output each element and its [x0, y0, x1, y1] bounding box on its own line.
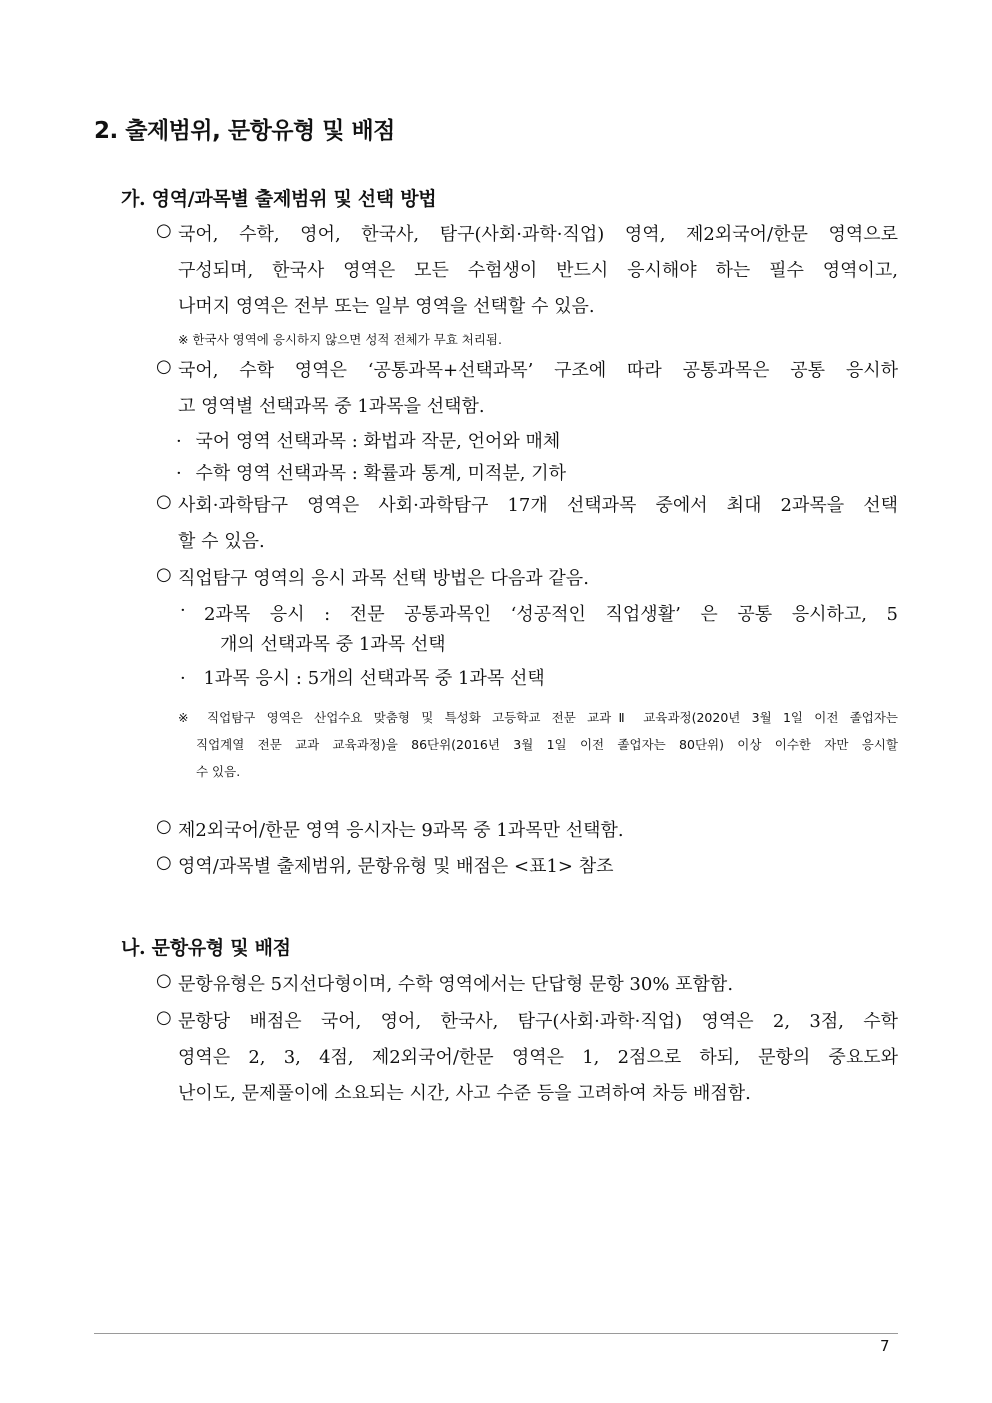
footer-divider — [94, 1333, 898, 1334]
bullet-line: 국어, 수학, 영어, 한국사, 탐구(사회·과학·직업) 영역, 제2외국어/한문 영역으로 — [178, 224, 898, 245]
list-item-one-subject — [180, 664, 545, 690]
bullet-scoring — [156, 1007, 898, 1107]
list-item-two-subjects — [180, 600, 898, 664]
page-number: 7 — [880, 1337, 890, 1355]
circle-bullet-icon: ○ — [156, 816, 172, 837]
dot-bullet-icon: · — [180, 668, 186, 689]
bullet-line: 사회·과학탐구 영역은 사회·과학탐구 17개 선택과목 중에서 최대 2과목을 선택 — [178, 495, 898, 516]
dot-bullet-icon: · — [176, 463, 182, 484]
bullet-line: 문항당 배점은 국어, 영어, 한국사, 탐구(사회·과학·직업) 영역은 2, 3점, 수학 — [178, 1011, 898, 1032]
list-item-text: 개의 선택과목 중 1과목 선택 — [220, 634, 446, 655]
circle-bullet-icon: ○ — [156, 491, 172, 512]
bullet-common-elective — [156, 356, 898, 420]
circle-bullet-icon: ○ — [156, 852, 172, 873]
bullet-line: 문항유형은 5지선다형이며, 수학 영역에서는 단답형 문항 30% 포함함. — [178, 974, 734, 995]
list-item-text: 국어 영역 선택과목 : 화법과 작문, 언어와 매체 — [195, 431, 561, 452]
circle-bullet-icon: ○ — [156, 220, 172, 241]
bullet-exam-areas — [156, 220, 898, 320]
subsection-b-title: 나. 문항유형 및 배점 — [121, 937, 291, 959]
note-vocational — [178, 708, 898, 788]
bullet-line: 제2외국어/한문 영역 응시자는 9과목 중 1과목만 선택함. — [178, 820, 624, 841]
bullet-line: 영역은 2, 3, 4점, 제2외국어/한문 영역은 1, 2점으로 하되, 문항의 중요도와 — [178, 1047, 898, 1068]
list-item-text: 2과목 응시 : 전문 공통과목인 ‘성공적인 직업생활’ 은 공통 응시하고, 5 — [204, 604, 898, 625]
dot-bullet-icon: · — [180, 600, 186, 621]
note-line: 직업계열 전문 교과 교육과정)을 86단위(2016년 3월 1일 이전 졸업자는 80단위) 이상 이수한 자만 응시할 — [196, 737, 898, 752]
bullet-line: 영역/과목별 출제범위, 문항유형 및 배점은 <표1> 참조 — [178, 856, 614, 877]
bullet-line: 구성되며, 한국사 영역은 모든 수험생이 반드시 응시해야 하는 필수 영역이고, — [178, 260, 898, 281]
list-item-text: 1과목 응시 : 5개의 선택과목 중 1과목 선택 — [203, 668, 545, 689]
bullet-line: 고 영역별 선택과목 중 1과목을 선택함. — [178, 396, 485, 417]
bullet-social-science — [156, 491, 898, 555]
bullet-line: 할 수 있음. — [178, 531, 265, 552]
bullet-line: 난이도, 문제풀이에 소요되는 시간, 사고 수준 등을 고려하여 차등 배점함. — [178, 1083, 751, 1104]
note-line: 수 있음. — [196, 764, 241, 779]
list-item-korean-electives — [176, 427, 560, 453]
circle-bullet-icon: ○ — [156, 356, 172, 377]
bullet-line: 국어, 수학 영역은 ‘공통과목+선택과목’ 구조에 따라 공통과목은 공통 응시하 — [178, 360, 898, 381]
dot-bullet-icon: · — [176, 431, 182, 452]
section-heading: 2. 출제범위, 문항유형 및 배점 — [94, 118, 395, 144]
circle-bullet-icon: ○ — [156, 970, 172, 991]
bullet-line: 직업탐구 영역의 응시 과목 선택 방법은 다음과 같음. — [178, 568, 589, 589]
list-item-text: 수학 영역 선택과목 : 확률과 통계, 미적분, 기하 — [195, 463, 567, 484]
note-korean-history: ※ 한국사 영역에 응시하지 않으면 성적 전체가 무효 처리됨. — [178, 332, 502, 347]
circle-bullet-icon: ○ — [156, 1007, 172, 1028]
subsection-a-title: 가. 영역/과목별 출제범위 및 선택 방법 — [121, 188, 437, 210]
bullet-line: 나머지 영역은 전부 또는 일부 영역을 선택할 수 있음. — [178, 296, 595, 317]
circle-bullet-icon: ○ — [156, 564, 172, 585]
note-line: ※ 직업탐구 영역은 산업수요 맞춤형 및 특성화 고등학교 전문 교과Ⅱ 교육과정(2020년 3월 1일 이전 졸업자는 — [178, 710, 898, 725]
list-item-math-electives — [176, 459, 566, 485]
